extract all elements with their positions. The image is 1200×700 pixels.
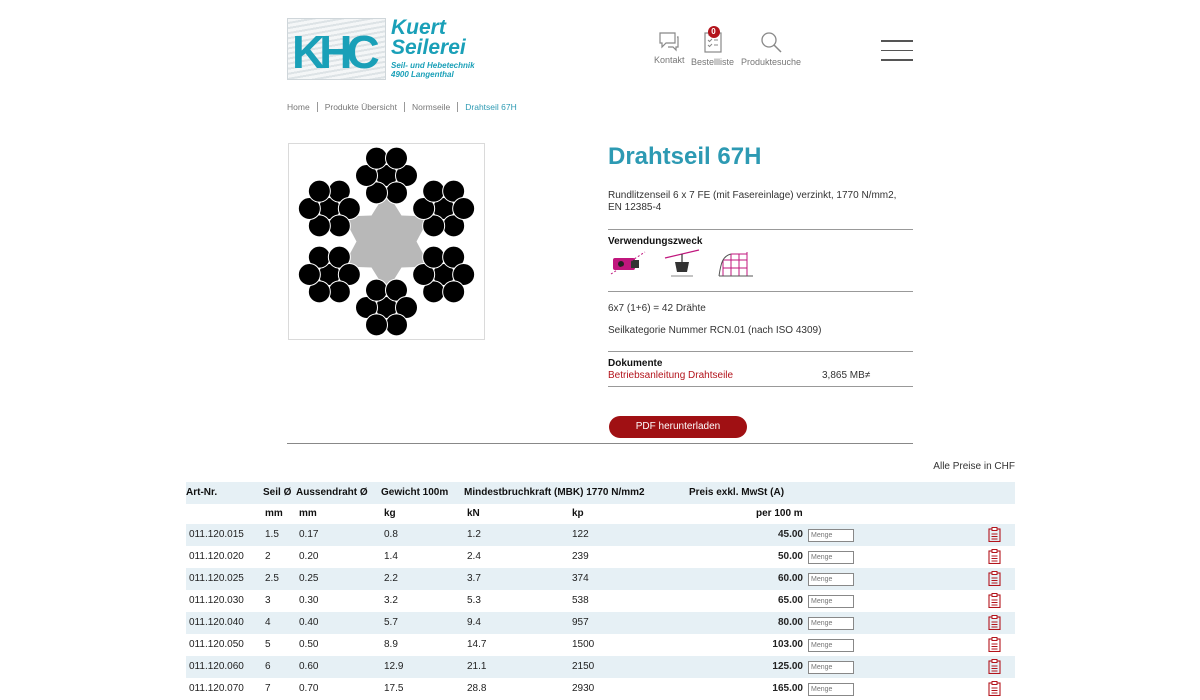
order-count-badge: 0	[708, 26, 720, 38]
logo-name	[391, 18, 466, 58]
cell-art-nr: 011.120.070	[189, 683, 244, 694]
winch-icon	[609, 248, 647, 278]
rope-cross-section-icon	[289, 144, 484, 339]
cell-art-nr: 011.120.060	[189, 661, 244, 672]
table-row	[186, 546, 1015, 568]
cell-kn: 5.3	[467, 595, 481, 606]
order-list-label: Bestellliste	[691, 57, 735, 67]
add-to-order-list-icon[interactable]	[988, 593, 1001, 608]
logo-subtitle	[391, 61, 475, 79]
breadcrumb-products[interactable]: Produkte Übersicht	[325, 102, 405, 112]
quantity-input[interactable]	[808, 595, 854, 608]
cell-weight: 17.5	[384, 683, 404, 694]
header-art-nr: Art-Nr.	[186, 487, 218, 498]
cell-art-nr: 011.120.020	[189, 551, 244, 562]
cell-kn: 21.1	[467, 661, 487, 672]
table-row	[186, 568, 1015, 590]
logo[interactable]	[287, 18, 487, 80]
table-row	[186, 656, 1015, 678]
cell-wire-diameter: 0.70	[299, 683, 319, 694]
product-description: Rundlitzenseil 6 x 7 FE (mit Fasereinlage) verzinkt, 1770 N/mm2, EN 12385-4	[608, 190, 897, 213]
quantity-input[interactable]	[808, 617, 854, 630]
cell-kp: 374	[572, 573, 589, 584]
documents-label: Dokumente	[608, 358, 663, 369]
cell-weight: 2.2	[384, 573, 398, 584]
quantity-input[interactable]	[808, 661, 854, 674]
cell-price: 65.00	[777, 595, 803, 606]
table-body	[186, 524, 1015, 700]
add-to-order-list-icon[interactable]	[988, 681, 1001, 696]
cable-car-icon	[663, 248, 701, 278]
table-row	[186, 524, 1015, 546]
quantity-input[interactable]	[808, 573, 854, 586]
unit-kp: kp	[572, 508, 584, 519]
cell-wire-diameter: 0.25	[299, 573, 319, 584]
unit-weight: kg	[384, 508, 396, 519]
table-row	[186, 678, 1015, 700]
cell-wire-diameter: 0.17	[299, 529, 319, 540]
product-image	[288, 143, 485, 340]
quantity-input[interactable]	[808, 551, 854, 564]
breadcrumb	[287, 102, 531, 112]
product-search-label: Produktesuche	[741, 57, 802, 67]
breadcrumb-home[interactable]: Home	[287, 102, 318, 112]
cell-kn: 9.4	[467, 617, 481, 628]
add-to-order-list-icon[interactable]	[988, 659, 1001, 674]
header-price: Preis exkl. MwSt (A)	[689, 487, 785, 498]
price-table	[186, 482, 1015, 700]
cell-rope-diameter: 4	[265, 617, 271, 628]
order-list-link[interactable]	[691, 27, 735, 67]
cell-price: 60.00	[777, 573, 803, 584]
add-to-order-list-icon[interactable]	[988, 571, 1001, 586]
table-header	[186, 482, 1015, 504]
cell-rope-diameter: 7	[265, 683, 271, 694]
cell-kp: 122	[572, 529, 589, 540]
cell-weight: 3.2	[384, 595, 398, 606]
logo-sub-line1: Seil- und Hebetechnik	[391, 61, 475, 70]
unit-kn: kN	[467, 508, 480, 519]
breadcrumb-current: Drahtseil 67H	[465, 102, 517, 112]
divider	[608, 291, 913, 292]
cell-kn: 2.4	[467, 551, 481, 562]
cell-kp: 2150	[572, 661, 595, 672]
cell-kp: 1500	[572, 639, 595, 650]
product-search-link[interactable]	[741, 30, 801, 67]
cell-rope-diameter: 3	[265, 595, 271, 606]
cell-rope-diameter: 2.5	[265, 573, 279, 584]
cell-kn: 14.7	[467, 639, 487, 650]
document-link[interactable]: Betriebsanleitung Drahtseile	[608, 370, 734, 381]
unit-price: per 100 m	[756, 508, 803, 519]
cell-kp: 239	[572, 551, 589, 562]
cell-art-nr: 011.120.040	[189, 617, 244, 628]
cell-wire-diameter: 0.40	[299, 617, 319, 628]
cell-price: 125.00	[772, 661, 803, 672]
quantity-input[interactable]	[808, 529, 854, 542]
add-to-order-list-icon[interactable]	[988, 527, 1001, 542]
cell-rope-diameter: 2	[265, 551, 271, 562]
table-row	[186, 590, 1015, 612]
table-units	[186, 504, 1015, 524]
cell-weight: 5.7	[384, 617, 398, 628]
scaffold-icon	[717, 248, 755, 278]
logo-sub-line2: 4900 Langenthal	[391, 70, 454, 79]
cell-art-nr: 011.120.015	[189, 529, 244, 540]
cell-art-nr: 011.120.050	[189, 639, 244, 650]
logo-mark-text: KHC	[292, 26, 374, 78]
cell-price: 165.00	[772, 683, 803, 694]
cell-wire-diameter: 0.20	[299, 551, 319, 562]
header-rope-diameter: Seil Ø	[263, 487, 292, 498]
header-wire-diameter: Aussendraht Ø	[296, 487, 368, 498]
add-to-order-list-icon[interactable]	[988, 615, 1001, 630]
header-breaking-force: Mindestbruchkraft (MBK) 1770 N/mm2	[464, 487, 645, 498]
unit-rope: mm	[265, 508, 283, 519]
quantity-input[interactable]	[808, 683, 854, 696]
divider	[608, 351, 913, 352]
cell-weight: 0.8	[384, 529, 398, 540]
cell-price: 80.00	[777, 617, 803, 628]
cell-kn: 3.7	[467, 573, 481, 584]
cell-rope-diameter: 5	[265, 639, 271, 650]
cell-art-nr: 011.120.025	[189, 573, 244, 584]
add-to-order-list-icon[interactable]	[988, 549, 1001, 564]
rope-category: Seilkategorie Nummer RCN.01 (nach ISO 4309)	[608, 325, 822, 336]
add-to-order-list-icon[interactable]	[988, 637, 1001, 652]
cell-wire-diameter: 0.50	[299, 639, 319, 650]
cell-kp: 2930	[572, 683, 595, 694]
divider	[608, 229, 913, 230]
cell-wire-diameter: 0.30	[299, 595, 319, 606]
unit-wire: mm	[299, 508, 317, 519]
wire-count: 6x7 (1+6) = 42 Drähte	[608, 303, 706, 314]
product-title: Drahtseil 67H	[608, 143, 762, 170]
chat-icon	[658, 30, 680, 52]
cell-kn: 28.8	[467, 683, 487, 694]
cell-price: 103.00	[772, 639, 803, 650]
cell-rope-diameter: 1.5	[265, 529, 279, 540]
breadcrumb-standard-ropes[interactable]: Normseile	[412, 102, 458, 112]
prices-note: Alle Preise in CHF	[933, 461, 1015, 472]
cell-weight: 8.9	[384, 639, 398, 650]
logo-name-line2: Seilerei	[391, 36, 466, 59]
usage-icons	[609, 248, 755, 278]
table-row	[186, 634, 1015, 656]
search-icon	[759, 30, 783, 54]
cell-kp: 957	[572, 617, 589, 628]
cell-art-nr: 011.120.030	[189, 595, 244, 606]
usage-label: Verwendungszweck	[608, 236, 703, 247]
header-weight: Gewicht 100m	[381, 487, 449, 498]
cell-price: 45.00	[777, 529, 803, 540]
contact-label: Kontakt	[654, 55, 685, 65]
divider	[287, 443, 913, 444]
cell-kn: 1.2	[467, 529, 481, 540]
cell-rope-diameter: 6	[265, 661, 271, 672]
document-size: 3,865 MB≠	[822, 370, 871, 381]
contact-link[interactable]	[654, 30, 685, 65]
cell-weight: 12.9	[384, 661, 404, 672]
table-row	[186, 612, 1015, 634]
divider	[608, 386, 913, 387]
logo-name-line1: Kuert	[391, 16, 446, 39]
logo-mark	[287, 18, 386, 80]
cell-kp: 538	[572, 595, 589, 606]
menu-icon[interactable]	[881, 40, 913, 60]
pdf-download-button[interactable]: PDF herunterladen	[609, 416, 747, 438]
cell-wire-diameter: 0.60	[299, 661, 319, 672]
cell-weight: 1.4	[384, 551, 398, 562]
cell-price: 50.00	[777, 551, 803, 562]
quantity-input[interactable]	[808, 639, 854, 652]
